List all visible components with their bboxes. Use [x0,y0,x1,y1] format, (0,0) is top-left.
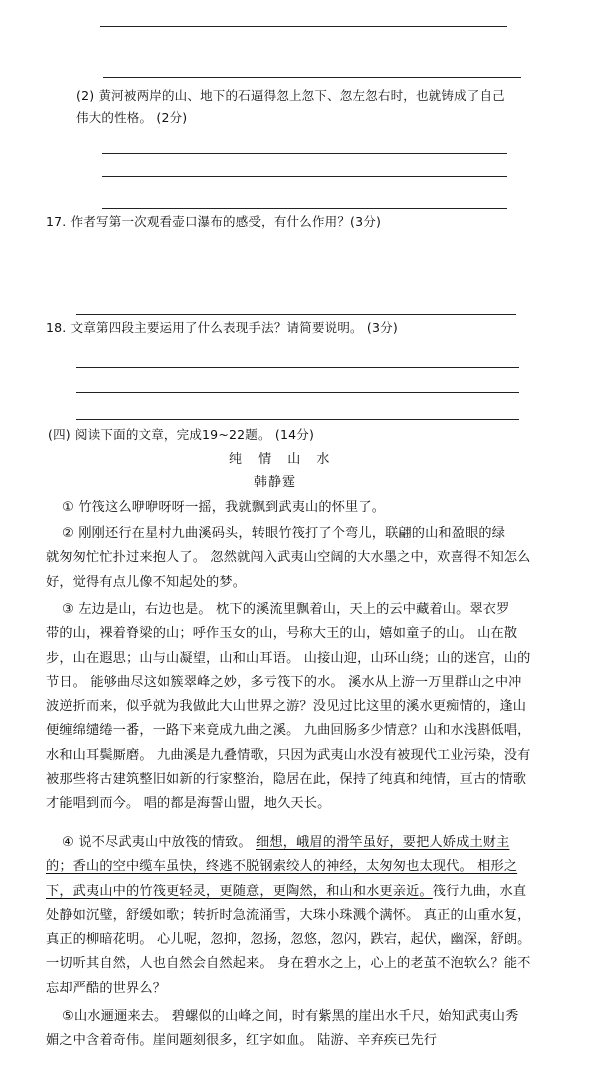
paragraph-1 [46,496,534,520]
paragraph-2 [46,522,534,595]
text-line: ③ 左边是山，右边也是。 枕下的溪流里飘着山，天上的云中藏着山。翠衣罗 [62,602,510,617]
text-line: ② 刚刚还行在星村九曲溪码头，转眼竹筏打了个弯儿，联翩的山和盈眼的绿 [62,526,506,541]
answer-line [100,26,507,27]
text-line: 步，山在遐思；山与山凝望，山和山耳语。 山接山迎，山环山绕；山的迷宫，山的 [46,650,531,666]
underlined-text: 细想，峨眉的滑竿虽好，要把人娇成土财主 [256,835,510,850]
text-line: 节日。 能够曲尽这如簇翠峰之妙，多亏筏下的水。 溪水从上游一万里群山之中冲 [46,674,522,690]
text-line: 就匆匆忙忙扑过来抱人了。 忽然就闯入武夷山空阔的大水墨之中，欢喜得不知怎么 [46,550,531,566]
text-line: ⑤山水逦逦来去。 碧螺似的山峰之间，时有紫黑的崖出水千尺，始知武夷山秀 [62,1009,519,1024]
question-16-2-line1: (2) 黄河被两岸的山、地下的石逼得忽上忽下、忽左忽右时，也就铸成了自己 [76,88,505,103]
answer-line [76,419,519,420]
answer-line [102,176,507,177]
answer-line [76,314,516,315]
question-17: 17. 作者写第一次观看壶口瀑布的感受，有什么作用？(3分) [46,214,382,229]
section-4-heading: (四) 阅读下面的文章，完成19~22题。 (14分) [48,427,315,442]
text-line: 波逆折而来，似乎就为我做此大山世界之游？没见过比这里的溪水更痴情的，逢山 [46,699,527,715]
answer-line [76,392,519,393]
article-author: 韩静霆 [254,475,297,490]
text-line: 便缠绵缱绻一番，一路下来竟成九曲之溪。 九曲回肠多少情意？山和水浅斟低唱， [46,723,531,739]
underlined-text: 的；香山的空中缆车虽快，终逃不脱钢索绞人的神经，太匆匆也太现代。 相形之 [46,859,518,875]
question-16-2-line2: 伟大的性格。 (2分) [76,110,188,125]
text-line: 才能唱到而今。 唱的都是海誓山盟，地久天长。 [46,796,331,812]
text-line: 真正的柳暗花明。 心儿呢，忽抑，忽扬，忽悠，忽闪，跌宕，起伏，幽深，舒朗。 [46,932,531,948]
text-line: 忘却严酷的世界么？ [46,980,167,996]
paragraph-5 [46,1005,534,1054]
answer-line [102,153,507,154]
answer-line [76,367,519,368]
question-18: 18. 文章第四段主要运用了什么表现手法？请简要说明。 (3分) [46,320,398,335]
underlined-text: 下，武夷山中的竹筏更轻灵，更随意，更陶然，和山和水更亲近。 [46,883,433,899]
paragraph-4 [46,831,534,1001]
text-line: 带的山，裸着脊梁的山；呼作玉女的山，号称大王的山，嬉如童子的山。 山在散 [46,626,518,642]
text-line [46,831,534,855]
text-line: 水和山耳鬓厮磨。 九曲溪是九叠情歌，只因为武夷山水没有被现代工业污染，没有 [46,747,531,763]
text-line [46,880,534,904]
text-line: 媚之中含着奇伟。崖间题刻很多，红字如血。 陆游、辛弃疾已先行 [46,1033,438,1049]
text-line: 处静如沉璧，舒缓如歌；转折时急流涌雪，大珠小珠溅个满怀。 真正的山重水复， [46,907,531,923]
text-segment: ④ 说不尽武夷山中放筏的情致。 [62,835,257,850]
text-line: 被那些将古建筑整旧如新的行家整治，隐居在此，保持了纯真和纯情，亘古的情歌 [46,772,527,788]
text-line: 一切听其自然，人也自然会自然起来。 身在碧水之上，心上的老茧不泡软么？能不 [46,956,531,972]
paragraph-3 [46,598,534,817]
answer-line [102,208,507,209]
text-segment: 筏行九曲，水直 [432,883,527,899]
answer-line [103,77,521,78]
article-title: 纯 情 山 水 [229,452,336,467]
text-line: 好，觉得有点儿像不知起处的梦。 [46,574,247,590]
text-line [46,855,534,879]
text-line: ① 竹筏这么咿咿呀呀一摇，我就飘到武夷山的怀里了。 [62,500,386,515]
